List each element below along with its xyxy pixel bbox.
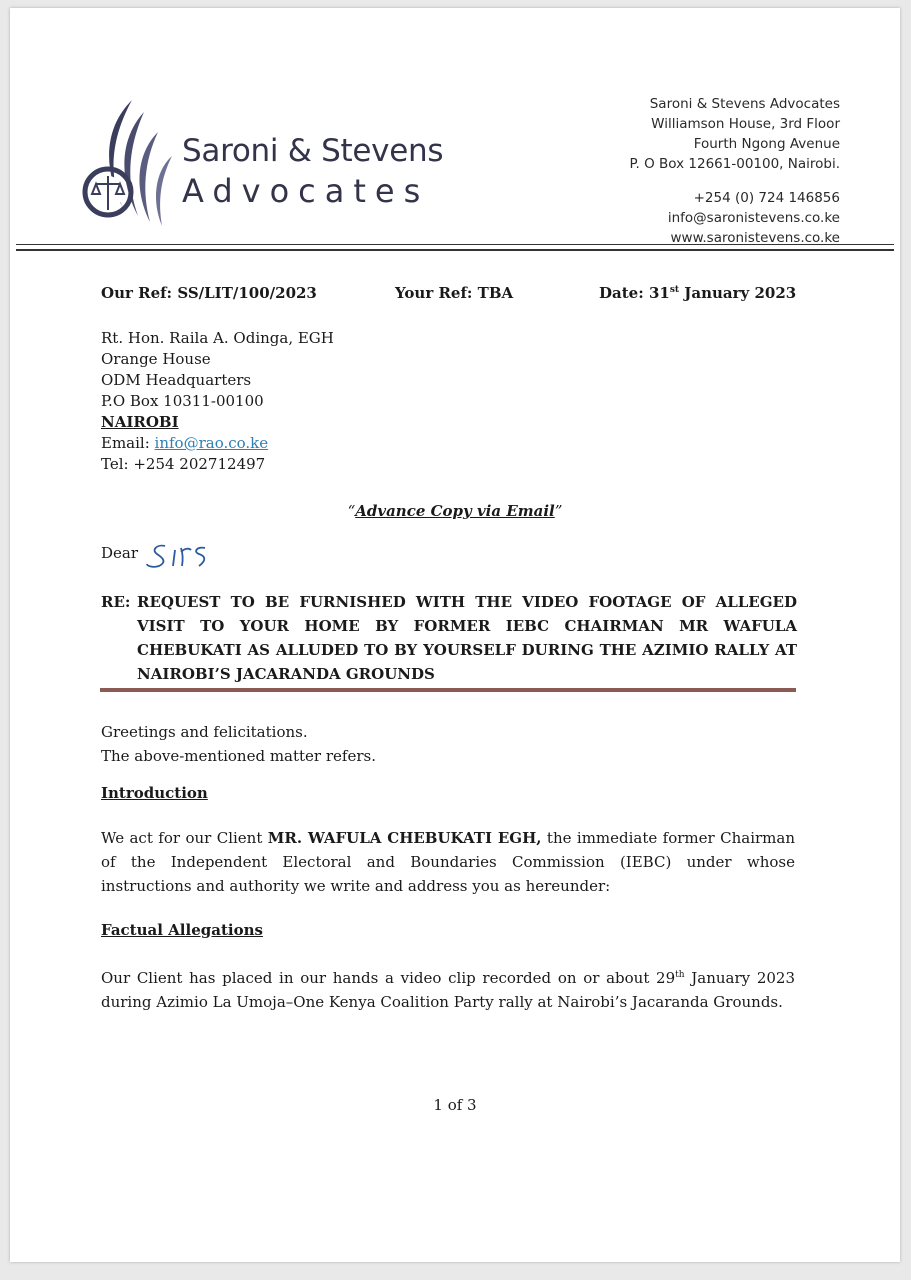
advance-copy-note: “Advance Copy via Email” (347, 502, 563, 520)
email-link[interactable]: info@rao.co.ke (154, 434, 269, 452)
our-ref: Our Ref: SS/LIT/100/2023 (101, 284, 317, 302)
addressee-line: P.O Box 10311-00100 (101, 392, 264, 410)
subject-text: REQUEST TO BE FURNISHED WITH THE VIDEO FOOTAGE OF ALLEGED VISIT TO YOUR HOME BY FORMER IEBC CHAIRMAN MR WAFULA CHEBUKATI AS ALLUDED TO BY YOURSELF DURING THE AZIMIO RALLY AT NAIROBI’S JACARANDA GROUNDS (137, 593, 797, 683)
addressee-line: Orange House (101, 350, 211, 368)
letterhead-divider-thick (16, 249, 894, 251)
subject-divider (100, 688, 796, 692)
addressee-email: Email: info@rao.co.ke (101, 434, 269, 452)
addressee-tel: Tel: +254 202712497 (101, 455, 266, 473)
page-number: 1 of 3 (433, 1096, 477, 1114)
salutation: Dear (101, 544, 139, 562)
website: www.saronistevens.co.ke (670, 230, 840, 246)
greeting-line: Greetings and felicitations. (101, 723, 308, 741)
greeting (101, 720, 795, 768)
address-line: P. O Box 12661-00100, Nairobi. (629, 156, 840, 172)
subject-line (101, 590, 797, 686)
scales-of-justice-logo-icon (74, 98, 190, 228)
addressee-name: Rt. Hon. Raila A. Odinga, EGH (101, 329, 334, 347)
greeting-line: The above-mentioned matter refers. (101, 747, 376, 765)
email-address: info@saronistevens.co.ke (667, 210, 840, 226)
firm-address (629, 94, 840, 248)
introduction-heading: Introduction (101, 784, 208, 802)
letter-date: Date: 31st January 2023 (599, 284, 797, 302)
subject-label: RE: (101, 593, 131, 611)
letterhead-divider (16, 244, 894, 245)
brand-wordmark (182, 133, 443, 211)
address-line: Saroni & Stevens Advocates (649, 96, 840, 112)
client-name: MR. WAFULA CHEBUKATI EGH, (267, 829, 542, 847)
phone-number: +254 (0) 724 146856 (693, 190, 840, 206)
your-ref: Your Ref: TBA (395, 284, 514, 302)
firm-name: Saroni & Stevens (182, 133, 444, 169)
addressee-city: NAIROBI (101, 413, 179, 431)
letter-page (10, 8, 900, 1262)
address-line: Williamson House, 3rd Floor (651, 116, 840, 132)
address-line: Fourth Ngong Avenue (693, 136, 840, 152)
handwritten-sirs-signature (145, 536, 215, 576)
addressee-line: ODM Headquarters (101, 371, 252, 389)
factual-paragraph: Our Client has placed in our hands a video clip recorded on or about 29th January 2023 during Azimio La Umoja–One Kenya Coalition Party rally at Nairobi’s Jacaranda Grounds. (101, 969, 795, 1011)
factual-allegations-heading: Factual Allegations (101, 921, 263, 939)
introduction-paragraph: We act for our Client MR. WAFULA CHEBUKATI EGH, the immediate former Chairman of the Independent Electoral and Boundaries Commission (IEBC) under whose instructions and authority we write and address you as hereunder: (101, 829, 795, 895)
firm-subtitle: Advocates (182, 172, 430, 210)
addressee-block (101, 328, 334, 475)
